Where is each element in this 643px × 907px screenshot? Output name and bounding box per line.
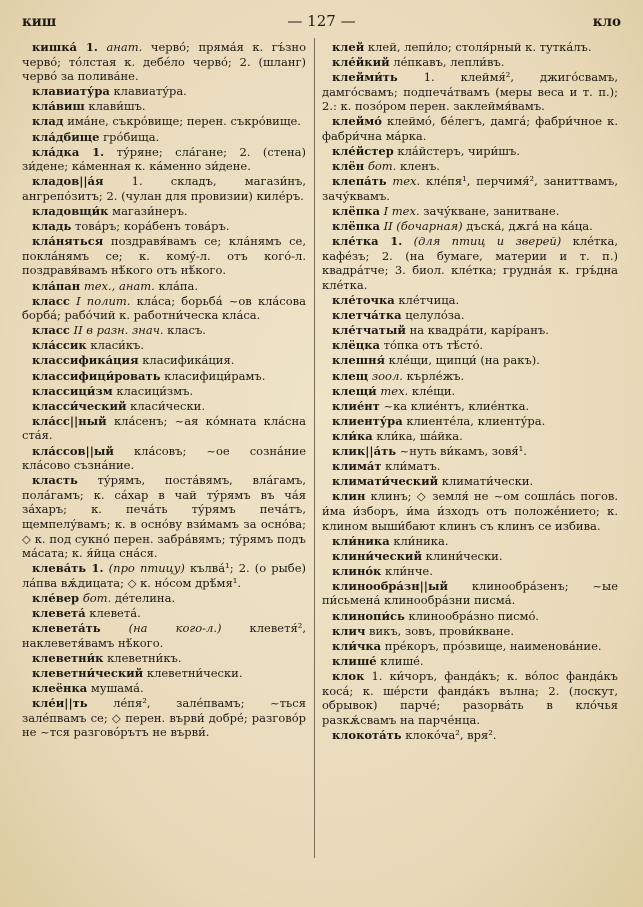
dictionary-entry — [322, 624, 618, 639]
entry-translation: кли́ка, шáйка. — [376, 428, 463, 443]
entry-headword: кла́дбище — [32, 129, 100, 144]
entry-translation: класифика́ция. — [142, 353, 235, 368]
entry-translation: ~нуть ви́камъ, зовя́¹. — [399, 444, 527, 459]
entry-headword: класс — [32, 323, 70, 338]
dictionary-entry — [322, 534, 618, 549]
entry-translation: 1. клеймя́², джигóсвамъ, дамгóсвамъ; подпечáтвамъ (меры веса и т. п.); 2.: к. позóром перен. заклеймя́вамъ. — [322, 70, 618, 114]
entry-translation: клеветни́къ. — [107, 650, 182, 665]
dictionary-entry — [322, 219, 618, 234]
entry-translation: кли́нче. — [385, 563, 433, 578]
entry-translation: кълвá¹; 2. (о рыбе) лáпва вѫ́дицата; ◇ к. нóсом дрѣ́мя¹. — [22, 561, 306, 590]
entry-headword: кла́ссик — [32, 338, 87, 353]
entry-translation: червó; прямáя к. гъ́зно червó; тóлстая к. дебéло червó; 2. (шланг) червó за полива́не. — [22, 40, 306, 84]
dictionary-entry — [22, 219, 306, 234]
entry-translation: поздравя́вамъ се; кла́нямъ се, поклáнямъ се; к. комý-л. отъ когó-л. поздравя́вамъ нѣ́кого отъ нѣ́кого. — [22, 234, 306, 278]
entry-translation: клáйстеръ, чири́шъ. — [397, 144, 520, 159]
entry-translation: клеймó, бéлегъ, дамгá; фабри́чное к. фабри́чна мáрка. — [322, 114, 618, 144]
entry-translation: кърлéжъ. — [406, 368, 465, 383]
entry-translation: кленъ. — [399, 159, 440, 174]
dictionary-entry — [322, 654, 618, 669]
entry-translation: зачу́кване, занитване. — [423, 204, 560, 219]
entry-headword: клёпка — [332, 204, 380, 219]
entry-headword: клеветни́ческий — [32, 665, 144, 680]
dictionary-entry — [22, 234, 306, 278]
entry-headword: клещ — [332, 368, 369, 383]
entry-translation: кли́матъ. — [385, 459, 441, 474]
entry-translation: лéпкавъ, лепли́въ. — [393, 55, 505, 70]
entry-translation: мушамá. — [90, 681, 144, 696]
dictionary-entry — [322, 353, 618, 368]
entry-headword: класс — [32, 293, 70, 308]
dictionary-entry — [322, 489, 618, 533]
dictionary-entry — [322, 234, 618, 292]
entry-headword: кла́няться — [32, 234, 104, 249]
entry-translation: клинъ; ◇ земля́ не ~ом сошлáсь погов. и́ма и́зборъ, и́ма и́зходъ отъ положéнието; к. клином выши́бают клинъ съ клинъ се избива. — [322, 489, 618, 533]
dictionary-entry — [322, 579, 618, 608]
entry-translation: клей, лепи́ло; столя́рный к. туткáлъ. — [367, 40, 592, 54]
dictionary-entry — [322, 474, 618, 489]
entry-translation: клинообрáзно писмó. — [408, 608, 539, 623]
entry-translation: клеветни́чески. — [146, 665, 243, 680]
dictionary-entry — [22, 40, 306, 84]
entry-translation: клéпя¹, перчимя́², заниттвамъ, зачу́квамъ. — [322, 174, 618, 203]
left-column — [22, 40, 306, 877]
entry-translation: товáръ; корáбенъ товáръ. — [75, 219, 230, 234]
entry-headword: клини́ческий — [332, 548, 422, 563]
entry-translation: дéтелина. — [114, 590, 176, 605]
entry-translation: 1. ки́чоръ, фандáкъ; к. вóлос фандáкъ косá; к. шéрсти фандáкъ вълна; 2. (лоскут, обрывок) парчé; разорва́ть в клóчья разкѫ́свамъ на парчéнца. — [322, 668, 618, 727]
entry-headword: классифици́ровать — [32, 368, 161, 383]
entry-headword: клеветни́к — [32, 650, 104, 665]
dictionary-entry — [22, 621, 306, 650]
entry-headword: клепа́ть — [332, 174, 387, 189]
entry-headword: класси́ческий — [32, 398, 127, 413]
dictionary-entry — [322, 338, 618, 353]
dictionary-entry — [22, 145, 306, 174]
entry-headword: клие́нт — [332, 398, 380, 413]
dictionary-entry — [22, 666, 306, 681]
entry-headword: кладь — [32, 219, 72, 234]
dictionary-entry — [322, 429, 618, 444]
entry-translation: дъскá, дѫгá на кáца. — [466, 219, 593, 234]
entry-headword: клинообра́зн||ый — [332, 578, 449, 593]
dictionary-entry — [322, 40, 618, 55]
entry-headword: кла́виш — [32, 99, 85, 114]
dictionary-entry — [22, 369, 306, 384]
right-guide-word: кло — [592, 14, 621, 30]
entry-translation: целулóза. — [405, 308, 465, 323]
dictionary-entry — [22, 591, 306, 606]
entry-translation: клинообрáзенъ; ~ые пи́сьмена́ клинообрáзни писмá. — [322, 578, 618, 608]
entry-label: II (бочарная) — [383, 219, 463, 234]
entry-translation: клиентéла, клиенту́ра. — [406, 413, 546, 428]
entry-headword: кли́чка — [332, 638, 382, 653]
entry-headword: клевета́ть — [32, 621, 101, 636]
entry-headword: кла́дка 1. — [32, 144, 105, 159]
entry-translation: клави́шъ. — [88, 99, 146, 114]
dictionary-entry — [322, 459, 618, 474]
entry-label: I полит. — [76, 293, 131, 308]
entry-translation: кли́ника. — [393, 533, 449, 548]
entry-translation: ~ка клиéнтъ, клиéнтка. — [383, 398, 530, 413]
dictionary-entry — [22, 323, 306, 338]
dictionary-entry — [322, 308, 618, 323]
page-header — [22, 12, 621, 34]
dictionary-entry — [322, 55, 618, 70]
dictionary-entry — [22, 174, 306, 203]
entry-headword: клино́к — [332, 563, 382, 578]
entry-headword: клевета́ — [32, 606, 86, 621]
entry-headword: кли́ника — [332, 533, 390, 548]
dictionary-entry — [322, 639, 618, 654]
dictionary-entry — [22, 114, 306, 129]
entry-translation: магази́неръ. — [112, 204, 188, 219]
entry-headword: классифика́ция — [32, 353, 139, 368]
dictionary-entry — [322, 399, 618, 414]
entry-headword: кли́ка — [332, 428, 373, 443]
entry-headword: кишка́ 1. — [32, 40, 98, 54]
dictionary-entry — [22, 353, 306, 368]
entry-translation: клéщи, щипци́ (на ракъ). — [388, 353, 540, 368]
entry-translation: клáпа. — [158, 278, 199, 293]
entry-label: I тех. — [383, 204, 420, 219]
entry-headword: кла́ссов||ый — [32, 443, 114, 458]
entry-translation: клéтка, кафéзъ; 2. (на бумаге, материи и т. п.) квадрáтче; 3. биол. клéтка; грудна́я к. гръ́дна клéтка. — [322, 234, 618, 292]
entry-headword: клён — [332, 159, 365, 174]
dictionary-entry — [22, 130, 306, 145]
entry-headword: клетча́тка — [332, 308, 402, 323]
entry-label: (для птиц и зверей) — [413, 234, 562, 249]
entry-translation: клавиату́ра. — [113, 84, 187, 99]
dictionary-entry — [322, 444, 618, 459]
page-number: — 127 — — [287, 12, 356, 30]
entry-translation: тóпка отъ тѣ́стó. — [383, 338, 484, 353]
entry-translation: клини́чески. — [425, 548, 503, 563]
entry-translation: клéщи. — [411, 383, 456, 398]
entry-headword: класть — [32, 473, 78, 488]
entry-translation: класъ. — [167, 323, 206, 338]
dictionary-entry — [322, 204, 618, 219]
dictionary-entry — [322, 369, 618, 384]
entry-headword: климати́ческий — [332, 474, 439, 489]
column-divider — [314, 38, 315, 858]
entry-translation: клеветá. — [89, 606, 141, 621]
entry-headword: клич — [332, 623, 366, 638]
entry-translation: клокóча², вря². — [405, 727, 497, 742]
entry-headword: кле́вер — [32, 590, 80, 605]
entry-translation: клáса; борьбá ~ов клáсова борбá; рабóчий к. работни́ческа клáса. — [22, 293, 306, 323]
left-guide-word: киш — [22, 14, 57, 30]
dictionary-entry — [22, 338, 306, 353]
entry-headword: кладовщи́к — [32, 204, 109, 219]
dictionary-entry — [22, 384, 306, 399]
dictionary-entry — [322, 609, 618, 624]
dictionary-entry — [322, 323, 618, 338]
entry-label: бот. — [82, 590, 112, 605]
entry-headword: кладов||а́я — [32, 174, 104, 189]
entry-translation: климати́чески. — [441, 474, 534, 489]
entry-translation: клéтчица. — [398, 293, 460, 308]
entry-headword: клише́ — [332, 653, 377, 668]
entry-translation: клáсенъ; ~ая кóмната кла́сна ста́я. — [22, 413, 306, 443]
dictionary-entry — [322, 114, 618, 143]
entry-headword: клин — [332, 489, 366, 504]
entry-headword: клеймо́ — [332, 114, 382, 129]
entry-label: тех., анат. — [83, 278, 155, 293]
entry-headword: клиенту́ра — [332, 413, 403, 428]
dictionary-entry — [22, 444, 306, 473]
dictionary-entry — [22, 696, 306, 740]
entry-headword: клад — [32, 114, 64, 129]
entry-translation: 1. складъ, магази́нъ, ангрепóзитъ; 2. (чулан для провизии) килéръ. — [22, 174, 306, 203]
entry-label: II в разн. знач. — [73, 323, 164, 338]
right-column — [322, 40, 618, 877]
entry-headword: кле́йстер — [332, 144, 394, 159]
entry-headword: кле́тка 1. — [332, 234, 403, 249]
entry-translation: клáсовъ; ~ое сознáние клáсово съзнáние. — [22, 443, 306, 473]
entry-headword: клокота́ть — [332, 727, 402, 742]
entry-headword: клавиату́ра — [32, 84, 110, 99]
entry-headword: клёцка — [332, 338, 380, 353]
entry-label: бот. — [367, 159, 397, 174]
dictionary-entry — [22, 651, 306, 666]
entry-translation: класи́къ. — [90, 338, 144, 353]
dictionary-entry — [22, 606, 306, 621]
entry-label: (про птицу) — [108, 561, 185, 576]
dictionary-entry — [22, 414, 306, 443]
entry-translation: грóбища. — [103, 129, 160, 144]
entry-headword: клещи́ — [332, 383, 377, 398]
dictionary-entry — [22, 294, 306, 323]
entry-headword: клёпка — [332, 219, 380, 234]
entry-label: тех. — [380, 383, 409, 398]
entry-headword: кла́пан — [32, 278, 81, 293]
dictionary-entry — [322, 384, 618, 399]
entry-headword: клинопи́сь — [332, 608, 405, 623]
dictionary-entry — [22, 681, 306, 696]
dictionary-entry — [322, 159, 618, 174]
entry-headword: клешня́ — [332, 353, 386, 368]
dictionary-entry — [22, 204, 306, 219]
entry-label: анат. — [106, 40, 143, 54]
entry-headword: кле́и||ть — [32, 696, 88, 711]
entry-headword: кле́точка — [332, 293, 395, 308]
dictionary-entry — [322, 549, 618, 564]
entry-headword: клик||а́ть — [332, 444, 396, 459]
entry-translation: клеветя́², наклеветя́вамъ нѣ́кого. — [22, 621, 306, 650]
entry-translation: класи́чески. — [130, 398, 205, 413]
dictionary-entry — [322, 414, 618, 429]
entry-headword: кла́сс||ный — [32, 413, 107, 428]
entry-translation: прéкоръ, прóзвище, наименовáние. — [384, 638, 602, 653]
entry-translation: ту́ряне; сла́гане; 2. (стена) зи́дене; ка́менная к. ка́менно зи́дене. — [22, 144, 306, 174]
entry-headword: клима́т — [332, 459, 382, 474]
entry-label: тех. — [392, 174, 421, 189]
dictionary-entry — [322, 70, 618, 114]
entry-headword: клева́ть 1. — [32, 561, 104, 576]
dictionary-entry — [22, 99, 306, 114]
entry-label: зоол. — [371, 368, 403, 383]
entry-translation: клишé. — [380, 653, 424, 668]
dictionary-entry — [322, 293, 618, 308]
entry-translation: ту́рямъ, постáвямъ, влáгамъ, полáгамъ; к. сáхар в чай ту́рямъ въ чáя зáхаръ; к. печáть ту́рямъ печáтъ, щемпелу́вамъ; к. в оснóву взи́мамъ за оснóва; ◇ к. под сукнó перен. забрáвямъ; ту́рямъ подъ мáсата; к. я́йца снáся. — [22, 473, 306, 561]
entry-headword: классици́зм — [32, 383, 113, 398]
entry-label: (на кого-л.) — [128, 621, 222, 636]
entry-translation: класифици́рамъ. — [164, 368, 266, 383]
entry-headword: клок — [332, 668, 365, 683]
dictionary-entry — [22, 84, 306, 99]
dictionary-entry — [22, 399, 306, 414]
dictionary-entry — [322, 144, 618, 159]
dictionary-entry — [322, 564, 618, 579]
dictionary-entry — [22, 561, 306, 590]
dictionary-entry — [322, 728, 618, 743]
entry-translation: класици́змъ. — [116, 383, 194, 398]
entry-translation: имáне, съкрóвище; перен. съкрóвище. — [67, 114, 301, 129]
dictionary-entry — [322, 669, 618, 727]
entry-translation: на квадрáти, карíранъ. — [409, 323, 549, 338]
entry-headword: клей — [332, 40, 365, 54]
entry-headword: кле́тчатый — [332, 323, 406, 338]
dictionary-entry — [22, 279, 306, 294]
dictionary-entry — [322, 174, 618, 203]
entry-headword: клейми́ть — [332, 70, 398, 85]
entry-headword: кле́йкий — [332, 55, 390, 70]
entry-headword: клеёнка — [32, 681, 88, 696]
entry-translation: лéпя², залéпвамъ; ~ться залéпвамъ се; ◇ перен. върви́ добрé; разговóр не ~тся разговóрътъ не върви́. — [22, 696, 306, 740]
entry-translation: викъ, зовъ, прови́кване. — [369, 623, 515, 638]
dictionary-entry — [22, 473, 306, 561]
